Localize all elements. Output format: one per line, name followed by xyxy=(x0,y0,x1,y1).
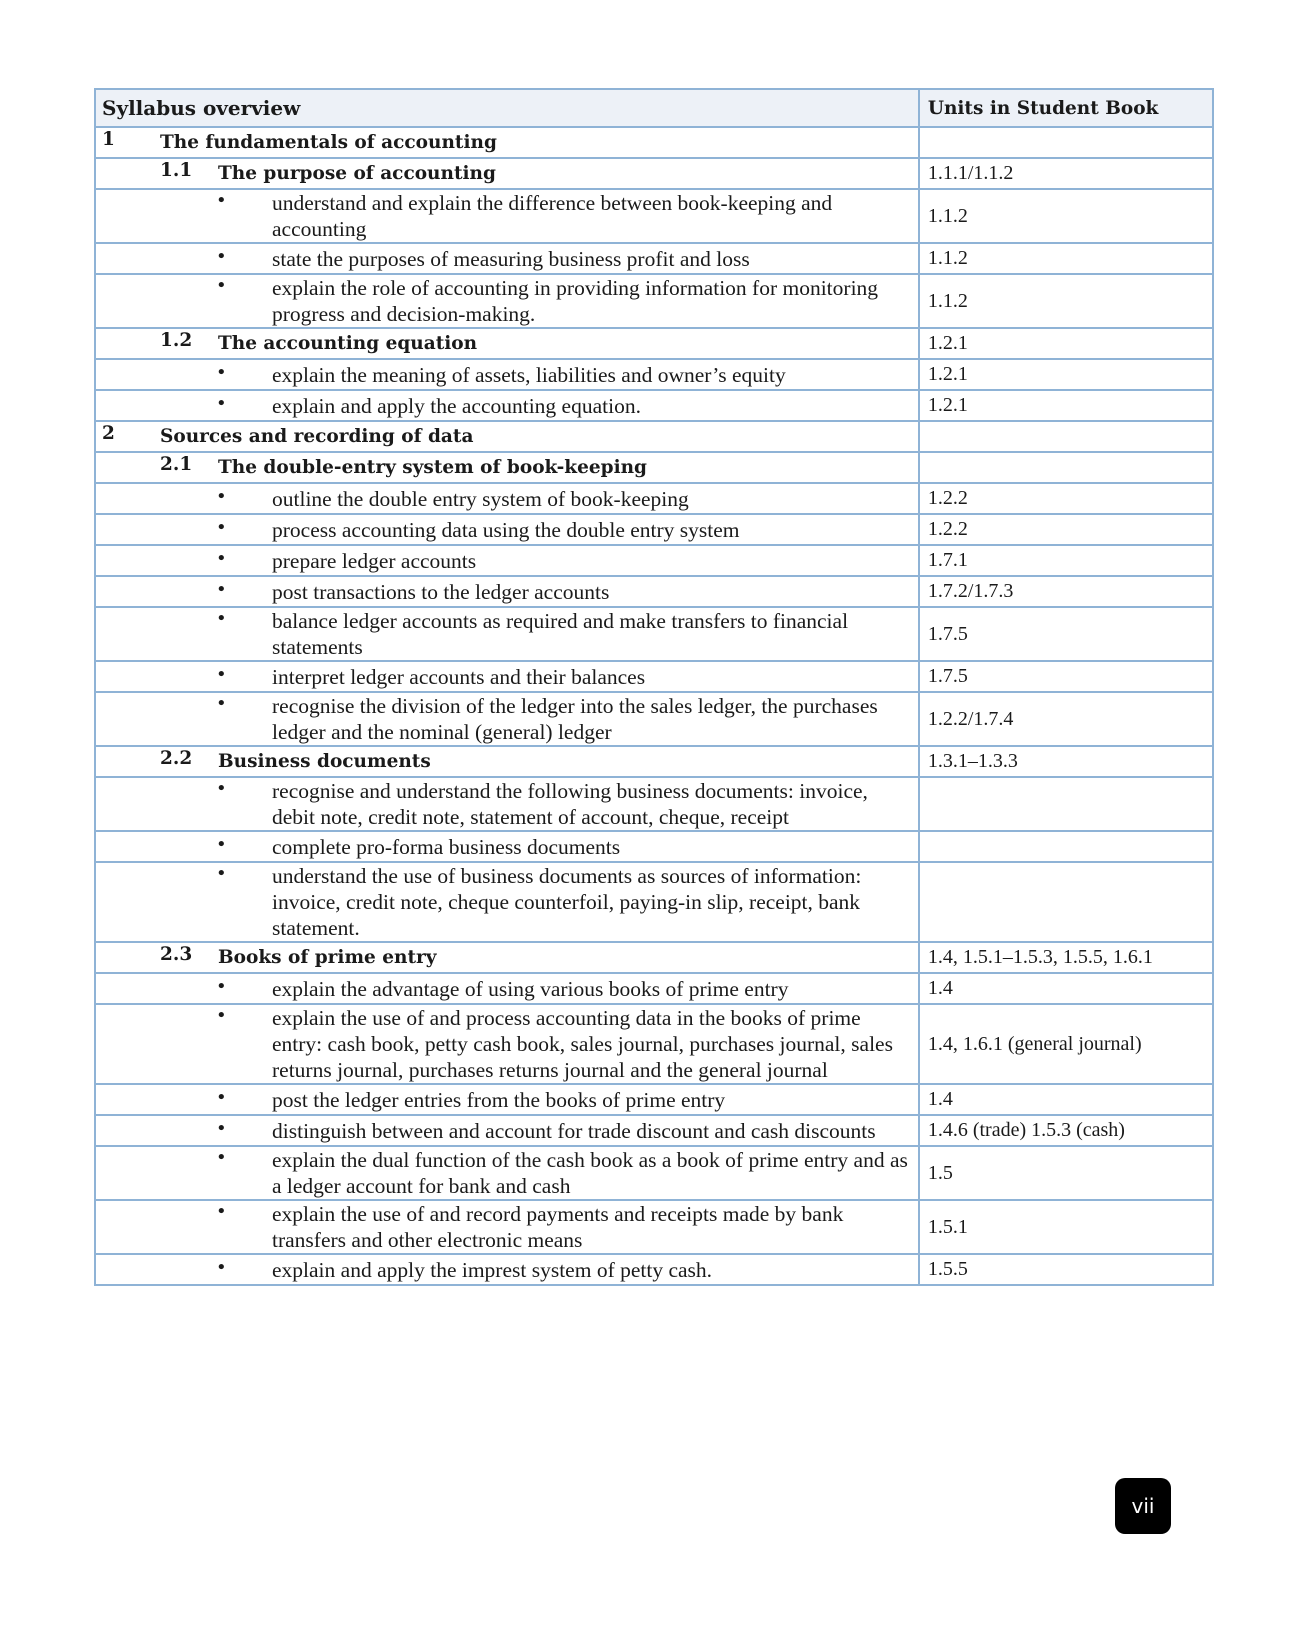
section-title: The double-entry system of book-keeping xyxy=(218,456,647,478)
syllabus-cell xyxy=(95,359,919,390)
syllabus-cell xyxy=(95,862,919,942)
table-header-row xyxy=(95,89,1213,127)
bullet-icon: • xyxy=(216,1117,227,1139)
subsection-row xyxy=(95,158,1213,189)
subsection-row xyxy=(95,746,1213,777)
objective-text: recognise the division of the ledger into the sales ledger, the purchases ledger and the nominal (general) ledger xyxy=(272,694,878,744)
objective-text: explain the advantage of using various books of prime entry xyxy=(272,976,789,1001)
units-cell: 1.2.1 xyxy=(919,359,1213,390)
objective-row xyxy=(95,973,1213,1004)
objective-text: state the purposes of measuring business profit and loss xyxy=(272,246,750,271)
syllabus-cell xyxy=(95,483,919,514)
syllabus-cell-content xyxy=(96,393,918,419)
units-cell: 1.4 xyxy=(919,973,1213,1004)
objective-row xyxy=(95,514,1213,545)
section-number: 2 xyxy=(102,422,115,444)
units-cell: 1.7.2/1.7.3 xyxy=(919,576,1213,607)
bullet-icon: • xyxy=(216,1256,227,1278)
objective-row xyxy=(95,243,1213,274)
objective-row xyxy=(95,189,1213,243)
syllabus-cell xyxy=(95,1254,919,1285)
objective-text: recognise and understand the following business documents: invoice, debit note, credit note, statement of account, cheque, receipt xyxy=(272,779,868,829)
bullet-icon: • xyxy=(216,693,227,714)
syllabus-cell xyxy=(95,1084,919,1115)
objective-row xyxy=(95,1004,1213,1084)
objective-text: explain the role of accounting in providing information for monitoring progress and decision-making. xyxy=(272,276,879,326)
syllabus-cell-content xyxy=(96,976,918,1002)
units-cell: 1.1.1/1.1.2 xyxy=(919,158,1213,189)
objective-text: complete pro-forma business documents xyxy=(272,834,621,859)
syllabus-cell-content xyxy=(96,778,918,830)
section-row xyxy=(95,421,1213,452)
objective-row xyxy=(95,862,1213,942)
section-title: Sources and recording of data xyxy=(160,425,474,447)
objective-row xyxy=(95,576,1213,607)
syllabus-cell xyxy=(95,1200,919,1254)
objective-text: outline the double entry system of book-keeping xyxy=(272,486,689,511)
page-number-badge: vii xyxy=(1115,1478,1171,1534)
syllabus-cell-content xyxy=(96,1005,918,1083)
syllabus-cell-content xyxy=(96,160,918,188)
syllabus-cell xyxy=(95,1146,919,1200)
section-number: 2.3 xyxy=(160,943,193,965)
syllabus-cell-content xyxy=(96,1118,918,1144)
syllabus-overview-table xyxy=(94,88,1214,1286)
objective-row xyxy=(95,390,1213,421)
bullet-icon: • xyxy=(216,578,227,600)
objective-text: balance ledger accounts as required and make transfers to financial statements xyxy=(272,609,849,659)
section-number: 1.2 xyxy=(160,329,193,351)
objective-text: post the ledger entries from the books of prime entry xyxy=(272,1087,726,1112)
objective-row xyxy=(95,1115,1213,1146)
units-cell: 1.2.1 xyxy=(919,390,1213,421)
units-cell: 1.5 xyxy=(919,1146,1213,1200)
objective-row xyxy=(95,1146,1213,1200)
syllabus-cell-content xyxy=(96,863,918,941)
syllabus-cell xyxy=(95,746,919,777)
syllabus-cell-content xyxy=(96,834,918,860)
units-cell xyxy=(919,421,1213,452)
syllabus-cell-content xyxy=(96,362,918,388)
bullet-icon: • xyxy=(216,1086,227,1108)
bullet-icon: • xyxy=(216,1147,227,1168)
units-cell: 1.7.5 xyxy=(919,607,1213,661)
syllabus-cell xyxy=(95,545,919,576)
bullet-icon: • xyxy=(216,245,227,267)
syllabus-cell-content xyxy=(96,548,918,574)
units-cell xyxy=(919,862,1213,942)
objective-text: understand the use of business documents as sources of information: invoice, credit note, cheque counterfoil, paying-in slip, receipt, bank statement. xyxy=(272,864,862,940)
section-number: 1.1 xyxy=(160,159,193,181)
syllabus-cell xyxy=(95,831,919,862)
syllabus-cell xyxy=(95,189,919,243)
units-cell xyxy=(919,831,1213,862)
bullet-icon: • xyxy=(216,663,227,685)
objective-text: understand and explain the difference between book-keeping and accounting xyxy=(272,191,833,241)
syllabus-cell-content xyxy=(96,693,918,745)
units-cell: 1.1.2 xyxy=(919,243,1213,274)
objective-row xyxy=(95,661,1213,692)
objective-row xyxy=(95,777,1213,831)
objective-row xyxy=(95,359,1213,390)
syllabus-cell xyxy=(95,158,919,189)
bullet-icon: • xyxy=(216,863,227,884)
units-cell: 1.1.2 xyxy=(919,189,1213,243)
units-cell: 1.7.1 xyxy=(919,545,1213,576)
objective-text: explain and apply the accounting equation. xyxy=(272,393,641,418)
units-cell: 1.2.1 xyxy=(919,328,1213,359)
subsection-row xyxy=(95,328,1213,359)
syllabus-cell xyxy=(95,328,919,359)
units-cell: 1.5.5 xyxy=(919,1254,1213,1285)
syllabus-cell xyxy=(95,421,919,452)
syllabus-cell xyxy=(95,942,919,973)
syllabus-cell-content xyxy=(96,1087,918,1113)
syllabus-cell-content xyxy=(96,1201,918,1253)
syllabus-cell xyxy=(95,127,919,158)
header-units-in-student-book: Units in Student Book xyxy=(919,89,1213,127)
units-cell xyxy=(919,777,1213,831)
syllabus-cell-content xyxy=(96,579,918,605)
syllabus-cell-content xyxy=(96,517,918,543)
units-cell: 1.1.2 xyxy=(919,274,1213,328)
bullet-icon: • xyxy=(216,275,227,296)
syllabus-cell-content xyxy=(96,129,918,157)
objective-row xyxy=(95,483,1213,514)
bullet-icon: • xyxy=(216,516,227,538)
section-title: The accounting equation xyxy=(218,332,478,354)
syllabus-cell-content xyxy=(96,1147,918,1199)
syllabus-cell xyxy=(95,576,919,607)
units-cell xyxy=(919,452,1213,483)
units-cell: 1.4, 1.6.1 (general journal) xyxy=(919,1004,1213,1084)
units-cell: 1.4 xyxy=(919,1084,1213,1115)
objective-text: interpret ledger accounts and their balances xyxy=(272,664,646,689)
section-number: 2.1 xyxy=(160,453,193,475)
section-row xyxy=(95,127,1213,158)
syllabus-cell-content xyxy=(96,608,918,660)
objective-row xyxy=(95,545,1213,576)
bullet-icon: • xyxy=(216,975,227,997)
subsection-row xyxy=(95,452,1213,483)
objective-text: explain and apply the imprest system of petty cash. xyxy=(272,1257,713,1282)
objective-row xyxy=(95,831,1213,862)
objective-row xyxy=(95,607,1213,661)
syllabus-cell xyxy=(95,1115,919,1146)
syllabus-cell-content xyxy=(96,748,918,776)
syllabus-cell-content xyxy=(96,330,918,358)
objective-text: post transactions to the ledger accounts xyxy=(272,579,610,604)
bullet-icon: • xyxy=(216,1005,227,1026)
syllabus-cell-content xyxy=(96,664,918,690)
units-cell: 1.3.1–1.3.3 xyxy=(919,746,1213,777)
syllabus-cell-content xyxy=(96,454,918,482)
syllabus-cell xyxy=(95,973,919,1004)
syllabus-cell xyxy=(95,777,919,831)
section-number: 1 xyxy=(102,128,115,150)
objective-text: explain the dual function of the cash book as a book of prime entry and as a ledger account for bank and cash xyxy=(272,1148,908,1198)
units-cell: 1.2.2 xyxy=(919,514,1213,545)
syllabus-cell xyxy=(95,243,919,274)
units-cell: 1.5.1 xyxy=(919,1200,1213,1254)
syllabus-cell-content xyxy=(96,246,918,272)
section-title: Business documents xyxy=(218,750,431,772)
objective-row xyxy=(95,1254,1213,1285)
header-syllabus-overview: Syllabus overview xyxy=(95,89,919,127)
bullet-icon: • xyxy=(216,485,227,507)
units-cell: 1.4, 1.5.1–1.5.3, 1.5.5, 1.6.1 xyxy=(919,942,1213,973)
objective-row xyxy=(95,692,1213,746)
syllabus-cell-content xyxy=(96,944,918,972)
section-title: The purpose of accounting xyxy=(218,162,496,184)
units-cell xyxy=(919,127,1213,158)
bullet-icon: • xyxy=(216,361,227,383)
objective-row xyxy=(95,274,1213,328)
objective-text: explain the meaning of assets, liabilities and owner’s equity xyxy=(272,362,786,387)
syllabus-cell-content xyxy=(96,190,918,242)
objective-text: explain the use of and record payments and receipts made by bank transfers and other electronic means xyxy=(272,1202,844,1252)
units-cell: 1.2.2 xyxy=(919,483,1213,514)
syllabus-cell-content xyxy=(96,486,918,512)
bullet-icon: • xyxy=(216,547,227,569)
objective-text: explain the use of and process accounting data in the books of prime entry: cash book, petty cash book, sales journal, purchases journal, sales returns journal, purchases returns journal and the general journal xyxy=(272,1006,893,1082)
bullet-icon: • xyxy=(216,190,227,211)
syllabus-cell xyxy=(95,661,919,692)
section-title: The fundamentals of accounting xyxy=(160,131,497,153)
syllabus-cell xyxy=(95,514,919,545)
bullet-icon: • xyxy=(216,833,227,855)
subsection-row xyxy=(95,942,1213,973)
syllabus-cell xyxy=(95,274,919,328)
units-cell: 1.4.6 (trade) 1.5.3 (cash) xyxy=(919,1115,1213,1146)
syllabus-cell xyxy=(95,1004,919,1084)
objective-row xyxy=(95,1084,1213,1115)
objective-text: prepare ledger accounts xyxy=(272,548,477,573)
bullet-icon: • xyxy=(216,1201,227,1222)
section-number: 2.2 xyxy=(160,747,193,769)
objective-text: distinguish between and account for trade discount and cash discounts xyxy=(272,1118,876,1143)
objective-row xyxy=(95,1200,1213,1254)
syllabus-cell-content xyxy=(96,1257,918,1283)
bullet-icon: • xyxy=(216,608,227,629)
section-title: Books of prime entry xyxy=(218,946,437,968)
units-cell: 1.2.2/1.7.4 xyxy=(919,692,1213,746)
syllabus-cell-content xyxy=(96,423,918,451)
syllabus-cell xyxy=(95,692,919,746)
syllabus-cell xyxy=(95,390,919,421)
objective-text: process accounting data using the double entry system xyxy=(272,517,740,542)
syllabus-cell-content xyxy=(96,275,918,327)
syllabus-cell xyxy=(95,607,919,661)
bullet-icon: • xyxy=(216,778,227,799)
units-cell: 1.7.5 xyxy=(919,661,1213,692)
syllabus-cell xyxy=(95,452,919,483)
bullet-icon: • xyxy=(216,392,227,414)
